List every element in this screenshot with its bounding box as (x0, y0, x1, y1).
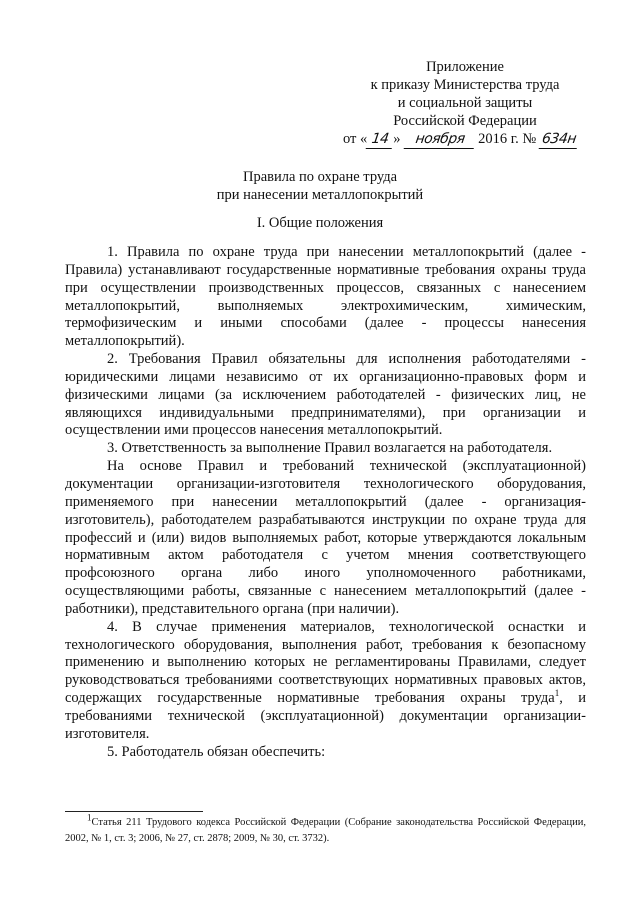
document-body (65, 244, 586, 761)
paragraph-6: 5. Работодатель обязан обеспечить: (107, 743, 326, 760)
appendix-header (330, 58, 600, 130)
order-year-text: 2016 г. № (478, 131, 537, 147)
order-date-mid: » (393, 131, 401, 147)
paragraph-3: 3. Ответственность за выполнение Правил возлагается на работодателя. (107, 440, 553, 457)
footnote-text: Статья 211 Трудового кодекса Российской Федерации (Собрание законодательства Российской Федерации, 2002, № 1, ст. 3; 2006, № 27, ст. 2878; 2009, № 30, ст. 3732). (65, 817, 586, 844)
order-date-number (343, 130, 578, 149)
paragraph-4: На основе Правил и требований технической (эксплуатационной) документации организации-изготовителя технологического оборудования, применяемого при нанесении металлопокрытий (далее - организация-изготовитель), работодателем разрабатываются инструкции по охране труда для профессий и (или) видов выполняемых работ, которые утверждаются локальным нормативным актом работодателя с учетом мнения соответствующего профсоюзного органа либо иного уполномоченного работниками, осуществляющими работы, связанные с нанесением металлопокрытий (далее - работники), представительного органа (при наличии). (65, 458, 586, 617)
order-reference-line-2: и социальной защиты (397, 95, 533, 111)
order-reference-line-3: Российской Федерации (393, 113, 537, 129)
order-day-handwritten: 14 (366, 130, 395, 149)
footnote-reference: 1 (554, 688, 560, 699)
section-heading: I. Общие положения (256, 215, 384, 231)
paragraph-5-text-b: , и требованиями технической (эксплуатационной) документации организации-изготовителя. (65, 690, 586, 742)
appendix-label: Приложение (426, 59, 504, 75)
order-reference-line-1: к приказу Министерства труда (370, 77, 560, 93)
order-date-prefix: от « (343, 131, 368, 147)
order-month-handwritten: ноября (403, 130, 476, 149)
footnote-divider (65, 811, 203, 812)
footnote-mark: 1 (87, 812, 92, 823)
document-title-line-1: Правила по охране труда (242, 169, 398, 185)
paragraph-5 (65, 619, 586, 744)
paragraph-2: 2. Требования Правил обязательны для исполнения работодателями - юридическими лицами независимо от их организационно-правовых форм и физическими лицами (за исключением работодателей - физических лиц, не являющихся индивидуальными предпринимателями), при организации и осуществлении ими процессов нанесения металлопокрытий. (65, 351, 586, 439)
order-number-handwritten: 634н (538, 130, 579, 149)
paragraph-5-text-a: 4. В случае применения материалов, технологической оснастки и технологического оборудования, выполнения работ, требования к безопасному применению и выполнению которых не регламентированы Правилами, следует руководствоваться требованиями соответствующих нормативных правовых актов, содержащих государственные нормативные требования охраны труда (65, 618, 586, 707)
document-title-line-2: при нанесении металлопокрытий (216, 187, 424, 203)
paragraph-1: 1. Правила по охране труда при нанесении металлопокрытий (далее - Правила) устанавливают государственные нормативные требования охраны труда при осуществлении производственных процессов, связанных с нанесением металлопокрытий, выполняемых электрохимическим, химическим, термофизическим и иными способами (далее - процессы нанесения металлопокрытий). (65, 244, 586, 350)
footnote (65, 812, 586, 847)
